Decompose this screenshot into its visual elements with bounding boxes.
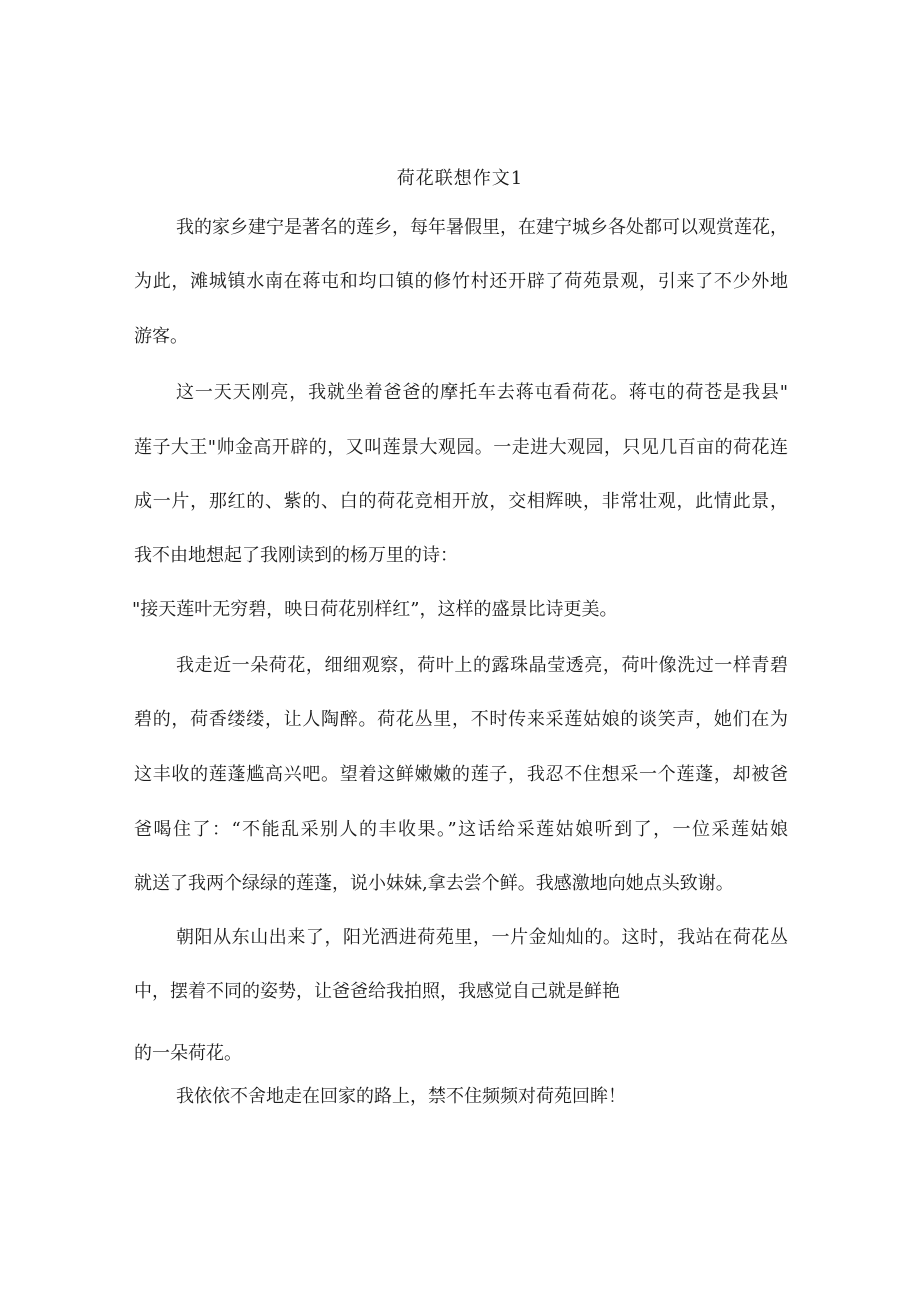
paragraph-line: 中，摆着不同的姿势，让爸爸给我拍照，我感觉自己就是鲜艳 [134, 981, 620, 1002]
paragraph-line: 我的家乡建宁是著名的莲乡，每年暑假里，在建宁城乡各处都可以观赏莲花， [176, 217, 788, 238]
paragraph-line: "接天莲叶无穷碧，映日荷花别样红”，这样的盛景比诗更美。 [132, 599, 618, 620]
paragraph-line: 爸喝住了：“不能乱采别人的丰收果。”这话给采莲姑娘听到了，一位采莲姑娘 [134, 819, 788, 840]
paragraph-line: 碧的，荷香缕缕，让人陶醉。荷花丛里，不时传来采莲姑娘的谈笑声，她们在为 [134, 709, 788, 730]
paragraph-line: 就送了我两个绿绿的莲蓬，说小妹妹,拿去尝个鲜。我感激地向她点头致谢。 [134, 873, 734, 894]
paragraph-line: 这一天天刚亮，我就坐着爸爸的摩托车去蒋屯看荷花。蒋屯的荷苍是我县" [176, 382, 788, 403]
paragraph-line: 游客。 [134, 326, 188, 347]
paragraph-line: 我依依不舍地走在回家的路上，禁不住频频对荷苑回眸！ [176, 1086, 626, 1107]
paragraph-line: 我不由地想起了我刚读到的杨万里的诗： [134, 545, 458, 566]
document-title: 荷花联想作文1 [396, 168, 524, 189]
paragraph-line: 成一片，那红的、紫的、白的荷花竞相开放，交相辉映，非常壮观，此情此景， [134, 491, 788, 512]
paragraph-line: 莲子大王"帅金高开辟的，又叫莲景大观园。一走进大观园，只见几百亩的荷花连 [134, 437, 788, 458]
paragraph-line: 为此，滩城镇水南在蒋屯和均口镇的修竹村还开辟了荷苑景观，引来了不少外地 [134, 271, 788, 292]
paragraph-line: 的一朵荷花。 [134, 1043, 242, 1064]
paragraph-line: 这丰收的莲蓬尴高兴吧。望着这鲜嫩嫩的莲子，我忍不住想采一个莲蓬，却被爸 [134, 764, 788, 785]
paragraph-line: 我走近一朵荷花，细细观察，荷叶上的露珠晶莹透亮，荷叶像洗过一样青碧 [176, 655, 788, 676]
paragraph-line: 朝阳从东山出来了，阳光洒进荷苑里，一片金灿灿的。这时，我站在荷花丛 [176, 927, 788, 948]
